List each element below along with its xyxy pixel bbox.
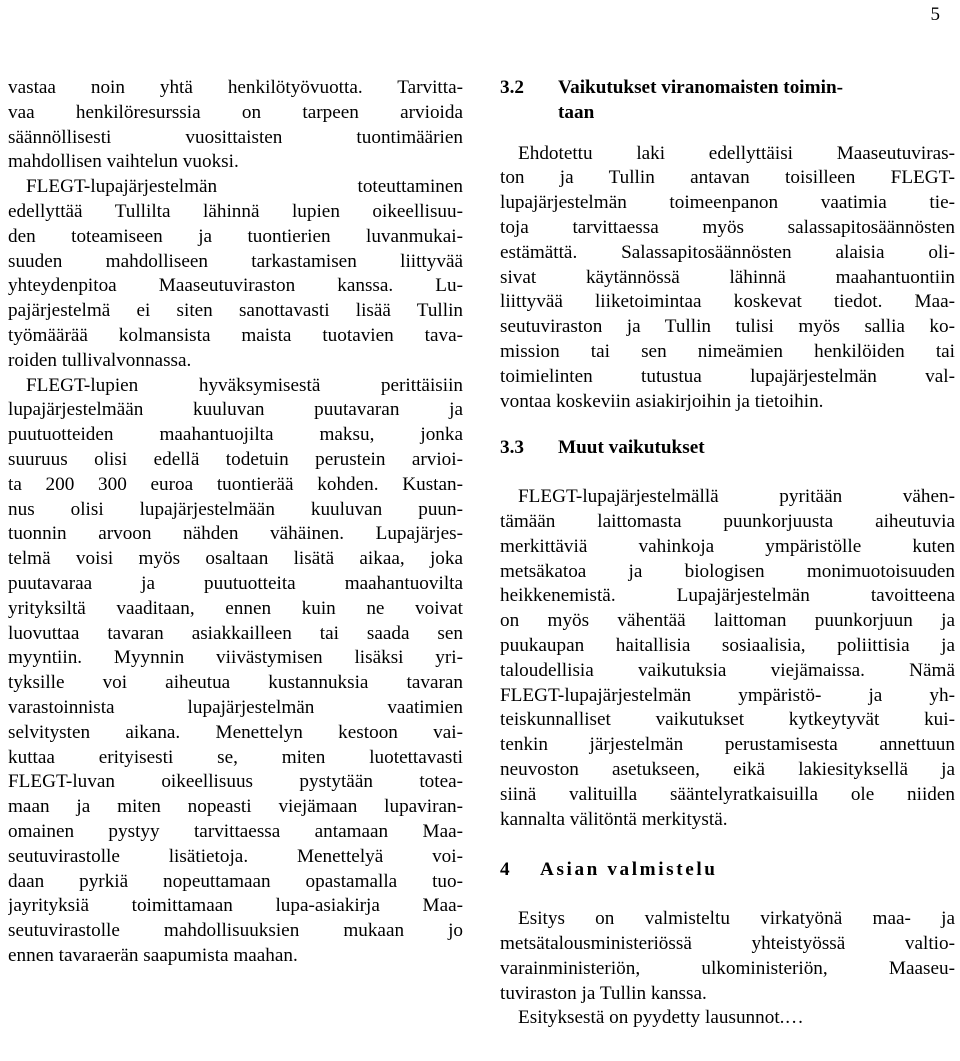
text-line: pajärjestelmä ei siten sanottavasti lisää Tullin xyxy=(8,300,463,322)
text-line: sivat käytännössä lähinnä maahantuontiin xyxy=(500,266,955,288)
text-line: edellyttää Tullilta lähinnä lupien oikeellisuu- xyxy=(8,200,463,222)
text-line: Ehdotettu laki edellyttäisi Maaseutuviras- xyxy=(518,142,955,164)
text-line: mahdollisen vaihtelun vuoksi. xyxy=(8,151,239,173)
text-line: merkittäviä vahinkoja ympäristölle kuten xyxy=(500,535,955,557)
text-line: omainen pystyy tarvittaessa antamaan Maa- xyxy=(8,820,463,842)
text-line: kuttaa erityisesti se, miten luotettavasti xyxy=(8,746,463,768)
text-line: FLEGT-lupajärjestelmän ympäristö- ja yh- xyxy=(500,684,955,706)
text-line: maan ja miten nopeasti viejämaan lupaviran- xyxy=(8,796,463,818)
page-number: 5 xyxy=(930,4,940,25)
section-4-body xyxy=(500,907,955,1031)
text-line: toja tarvittaessa myös salassapitosäännösten xyxy=(500,216,955,238)
section-3-3-heading xyxy=(500,436,955,461)
section-title: Muut vaikutukset xyxy=(558,437,705,459)
text-line: FLEGT-lupajärjestelmän toteuttaminen xyxy=(26,176,463,198)
text-line: puutavaraa ja puutuotteita maahantuovilta xyxy=(8,572,463,594)
right-column xyxy=(500,76,955,1031)
text-line: tyksille voi aiheutua kustannuksia tavaran xyxy=(8,672,463,694)
text-line: puutuotteiden maahantuojilta maksu, jonka xyxy=(8,424,463,446)
text-line: estämättä. Salassapitosäännösten alaisia oli- xyxy=(500,241,955,263)
text-line: toimielinten tutustua lupajärjestelmän val- xyxy=(500,365,955,387)
text-line: den toteamiseen ja tuontierien luvanmukai- xyxy=(8,225,463,247)
text-line: nus olisi lupajärjestelmään kuuluvan puun- xyxy=(8,498,463,520)
text-line: FLEGT-lupajärjestelmällä pyritään vähen- xyxy=(518,486,955,508)
text-line: vaa henkilöresurssia on tarpeen arvioida xyxy=(8,101,463,123)
section-3-2-heading xyxy=(500,76,955,126)
text-line: työmäärää kolmansista maista tuotavien tava- xyxy=(8,324,463,346)
text-line: on myös vähentää laittoman puunkorjuun ja xyxy=(500,610,955,632)
text-line: myyntiin. Myynnin viivästymisen lisäksi yri- xyxy=(8,647,463,669)
text-line: tämään laittomasta puunkorjuusta aiheutuvia xyxy=(500,510,955,532)
text-line: Esityksestä on pyydetty lausunnot.… xyxy=(518,1007,804,1029)
text-line: lupajärjestelmän toimeenpanon vaatimia tie- xyxy=(500,192,955,214)
text-line: daan pyrkiä nopeuttamaan opastamalla tuo- xyxy=(8,870,463,892)
section-4-heading xyxy=(500,858,955,883)
text-line: mission tai sen nimeämien henkilöiden tai xyxy=(500,340,955,362)
text-line: suuruus olisi edellä todetuin perustein arvioi- xyxy=(8,448,463,470)
section-number: 3.2 xyxy=(500,77,524,98)
text-line: seutuvirastolle lisätietoja. Menettelyä voi- xyxy=(8,845,463,867)
text-line: neuvoston asetukseen, eikä lakiesityksellä ja xyxy=(500,758,955,780)
text-line: telmä voisi myös osaltaan lisätä aikaa, joka xyxy=(8,548,463,570)
text-line: seutuviraston ja Tullin tulisi myös sallia ko- xyxy=(500,316,955,338)
text-line: ton ja Tullin antavan toisilleen FLEGT- xyxy=(500,167,955,189)
text-line: puukaupan haitallisia sosiaalisia, poliittisia ja xyxy=(500,634,955,656)
text-line: tuonnin arvoon nähden vähäinen. Lupajärjes- xyxy=(8,523,463,545)
section-title: Vaikutukset viranomaisten toimin- taan xyxy=(558,77,844,123)
text-line: ta 200 300 euroa tuontierää kohden. Kustan- xyxy=(8,473,463,495)
text-line: teiskunnalliset vaikutukset kytkeytyvät kui- xyxy=(500,709,955,731)
left-column xyxy=(8,76,463,969)
text-line: lupajärjestelmään kuuluvan puutavaran ja xyxy=(8,399,463,421)
text-line: vastaa noin yhtä henkilötyövuotta. Tarvitta- xyxy=(8,77,463,98)
section-number: 3.3 xyxy=(500,437,524,459)
text-line: varastoinnista lupajärjestelmän vaatimien xyxy=(8,696,463,718)
text-line: suuden mahdolliseen tarkastamisen liittyvää xyxy=(8,250,463,272)
text-line: kannalta välitöntä merkitystä. xyxy=(500,808,728,830)
text-line: selvitysten aikana. Menettelyn kestoon vai- xyxy=(8,721,463,743)
text-line: yhteydenpitoa Maaseutuviraston kanssa. Lu- xyxy=(8,275,463,297)
text-line: ennen tavaraerän saapumista maahan. xyxy=(8,944,298,966)
text-line: FLEGT-luvan oikeellisuus pystytään totea- xyxy=(8,771,463,793)
text-line: heikkenemistä. Lupajärjestelmän tavoitteena xyxy=(500,585,955,607)
text-line: liittyvää liiketoimintaa koskevat tiedot. Maa- xyxy=(500,291,955,313)
section-title: Asian valmistelu xyxy=(540,859,718,881)
text-line: taloudellisia vaikutuksia viejämaissa. Nämä xyxy=(500,659,955,681)
text-line: jayrityksiä toimittamaan lupa-asiakirja Maa- xyxy=(8,895,463,917)
text-line: siinä valituilla sääntelyratkaisuilla ole niiden xyxy=(500,783,955,805)
text-line: Esitys on valmisteltu virkatyönä maa- ja xyxy=(518,908,955,930)
text-line: metsätalousministeriössä yhteistyössä valtio- xyxy=(500,932,955,954)
text-line: luovuttaa tavaran asiakkailleen tai saada sen xyxy=(8,622,463,644)
text-line: metsäkatoa ja biologisen monimuotoisuuden xyxy=(500,560,955,582)
text-line: FLEGT-lupien hyväksymisestä perittäisiin xyxy=(26,374,463,396)
text-line: yrityksiltä vaaditaan, ennen kuin ne voivat xyxy=(8,597,463,619)
text-line: vontaa koskeviin asiakirjoihin ja tietoihin. xyxy=(500,390,824,412)
section-3-3-body xyxy=(500,485,955,832)
text-line: varainministeriön, ulkoministeriön, Maaseu- xyxy=(500,957,955,979)
text-line: tenkin järjestelmän perustamisesta annettuun xyxy=(500,734,955,756)
section-number: 4 xyxy=(500,859,510,881)
text-line: roiden tullivalvonnassa. xyxy=(8,349,192,371)
text-line: tuviraston ja Tullin kanssa. xyxy=(500,982,707,1004)
text-line: seutuvirastolle mahdollisuuksien mukaan jo xyxy=(8,920,463,942)
section-3-2-body xyxy=(500,142,955,415)
text-line: säännöllisesti vuosittaisten tuontimäärien xyxy=(8,126,463,148)
